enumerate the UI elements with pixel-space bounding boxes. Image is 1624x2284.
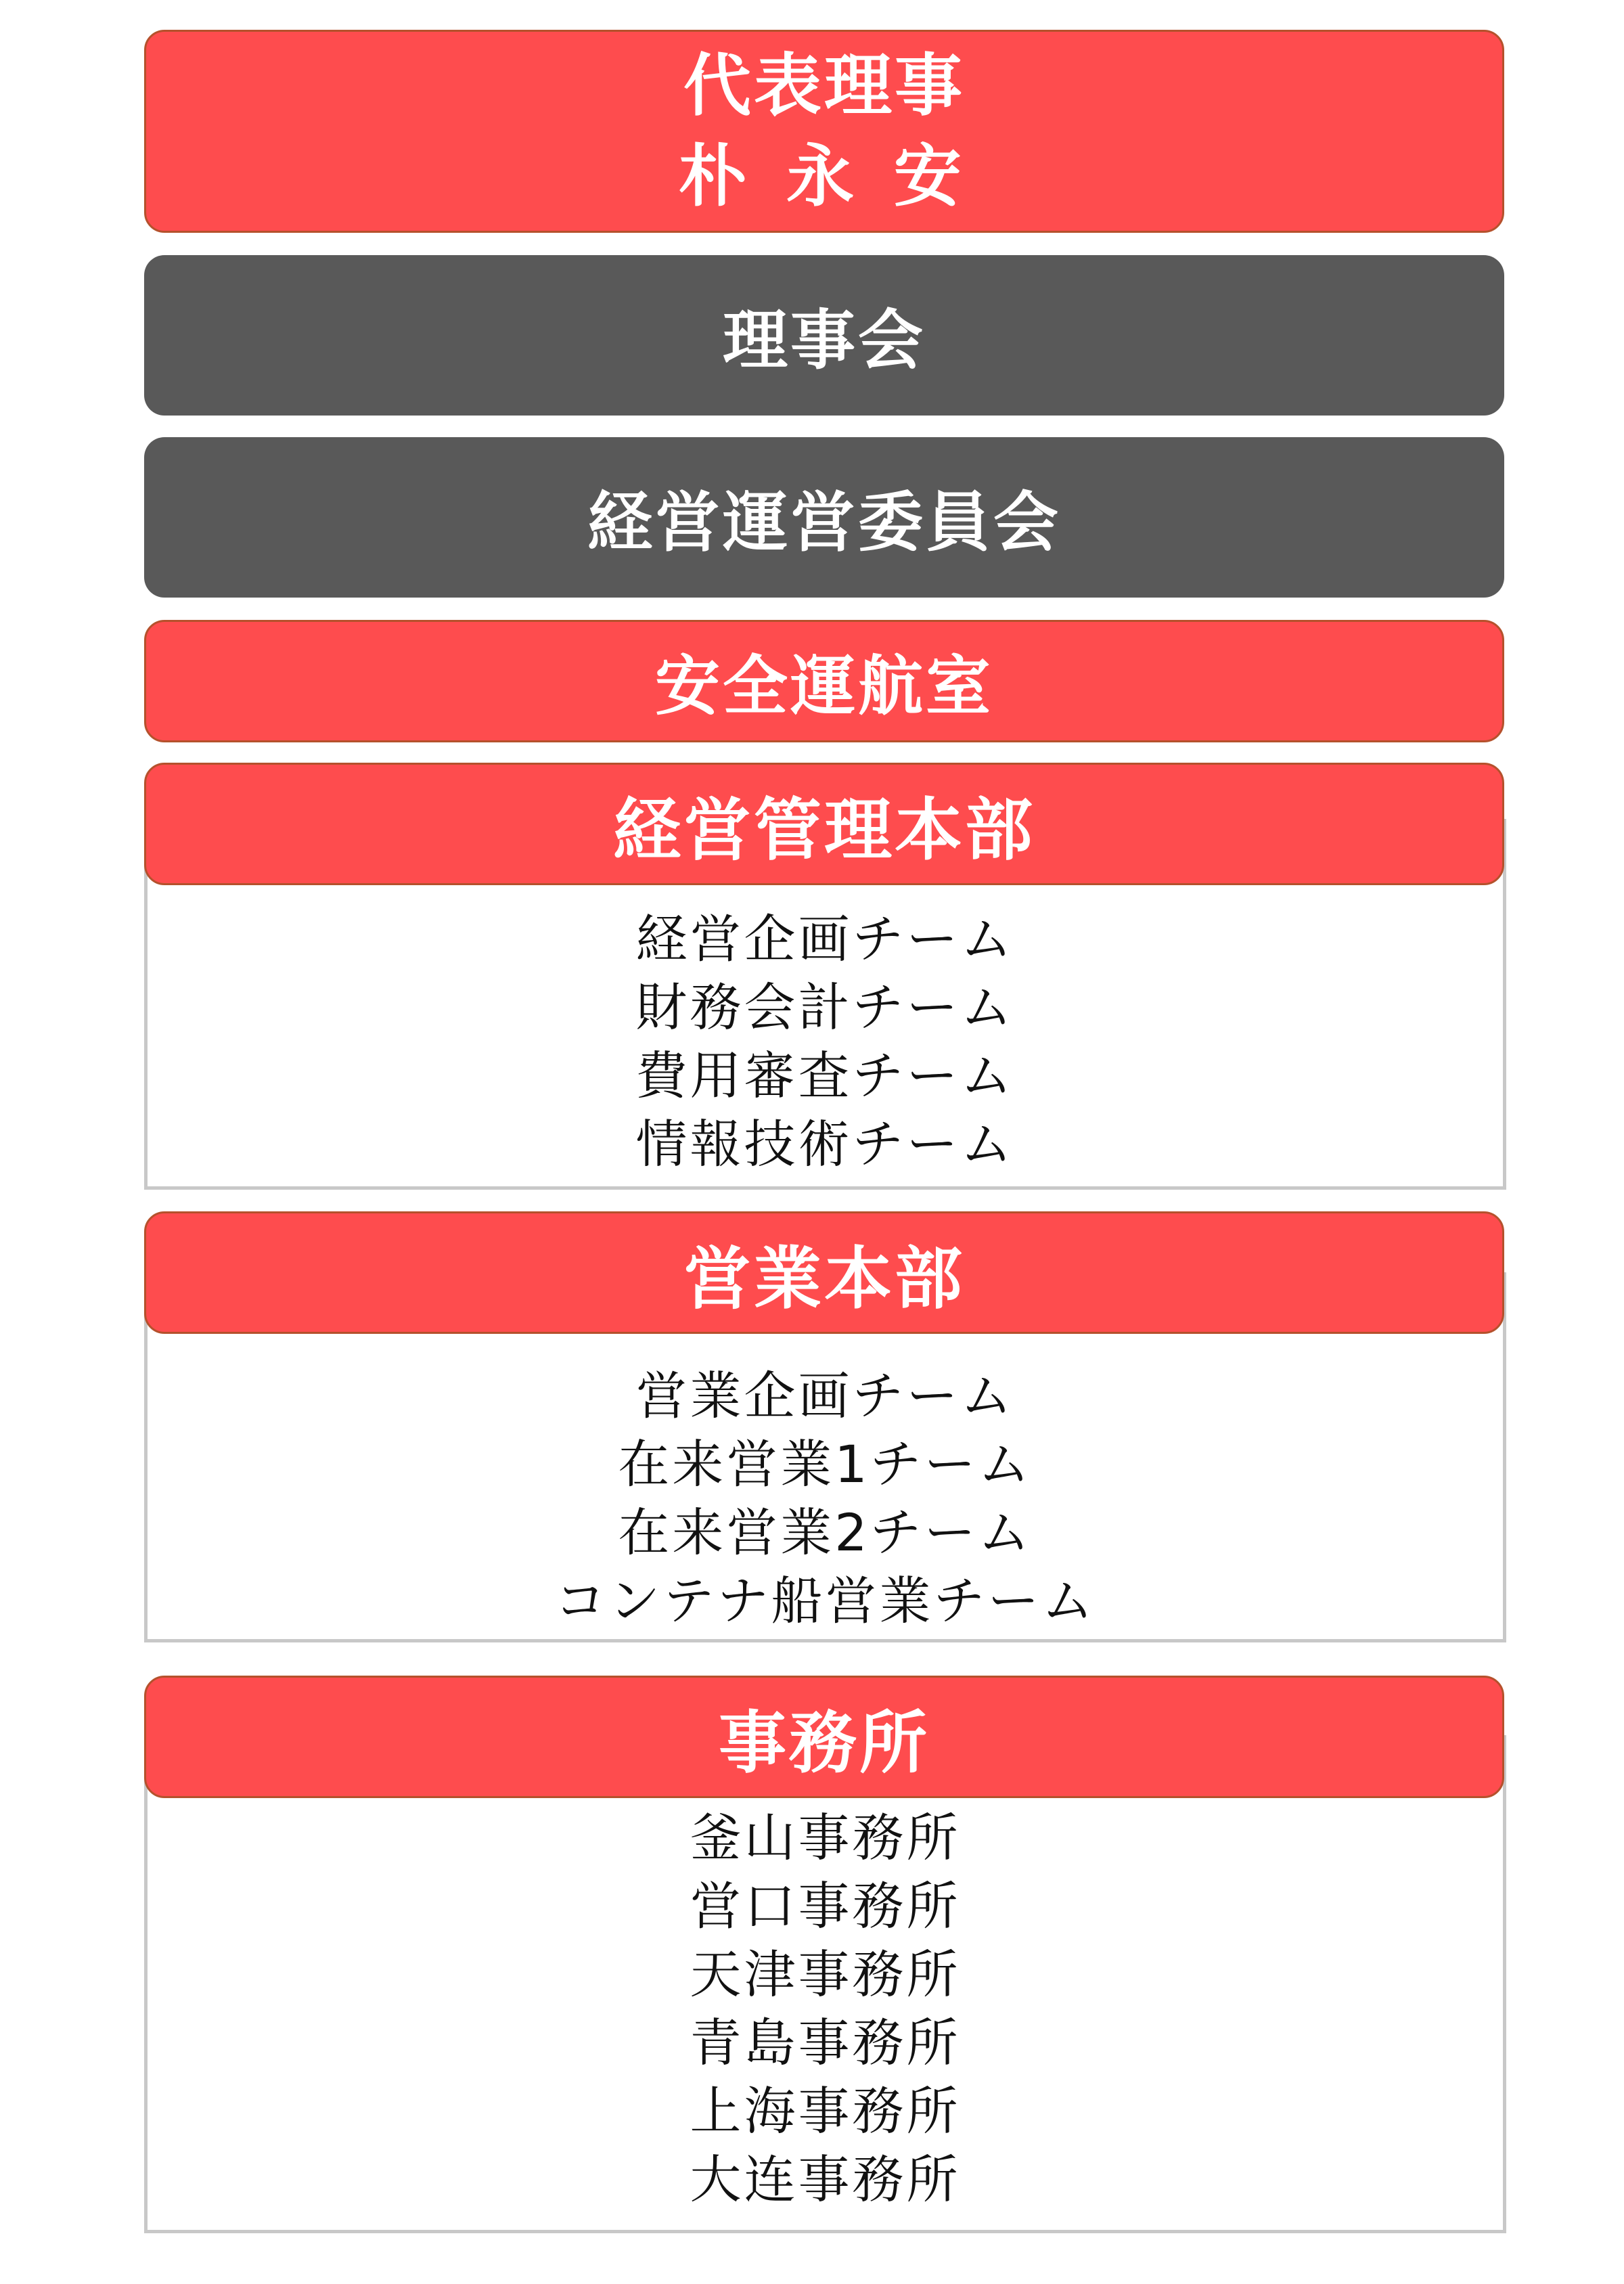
safety-office-box <box>144 620 1504 742</box>
management-hq-label: 経営管理本部 <box>613 790 1035 870</box>
list-item: 経営企画チーム <box>635 909 1015 969</box>
safety-office-label: 安全運航室 <box>655 648 993 724</box>
management-team-list <box>144 905 1506 1178</box>
sales-hq-box <box>144 1211 1504 1334</box>
list-item: 天津事務所 <box>690 1944 961 2005</box>
list-item: 青島事務所 <box>690 2013 961 2073</box>
list-item: 大连事務所 <box>690 2149 961 2210</box>
sales-hq-label: 営業本部 <box>683 1238 965 1318</box>
list-item: 上海事務所 <box>690 2081 961 2141</box>
offices-label: 事務所 <box>719 1703 930 1783</box>
committee-box <box>144 437 1504 598</box>
list-item: 釜山事務所 <box>690 1808 961 1868</box>
sales-team-list <box>144 1362 1506 1635</box>
list-item: 営口事務所 <box>690 1876 961 1936</box>
list-item: 情報技術チーム <box>635 1114 1015 1174</box>
office-list <box>144 1804 1506 2214</box>
list-item: 在来営業1チーム <box>618 1434 1033 1494</box>
management-hq-box <box>144 763 1504 885</box>
representative-director-box <box>144 30 1504 233</box>
board-label: 理事会 <box>723 303 926 378</box>
board-box <box>144 255 1504 416</box>
list-item: 財務会計チーム <box>635 977 1015 1037</box>
list-item: 費用審査チーム <box>635 1046 1015 1106</box>
list-item: 在来営業2チーム <box>618 1502 1033 1563</box>
committee-label: 経営運営委員会 <box>587 485 1061 560</box>
list-item: 営業企画チーム <box>635 1366 1015 1426</box>
list-item: コンテナ船営業チーム <box>554 1571 1096 1631</box>
representative-name: 朴 永 安 <box>679 137 970 216</box>
offices-box <box>144 1676 1504 1798</box>
representative-title: 代表理事 <box>683 46 965 125</box>
